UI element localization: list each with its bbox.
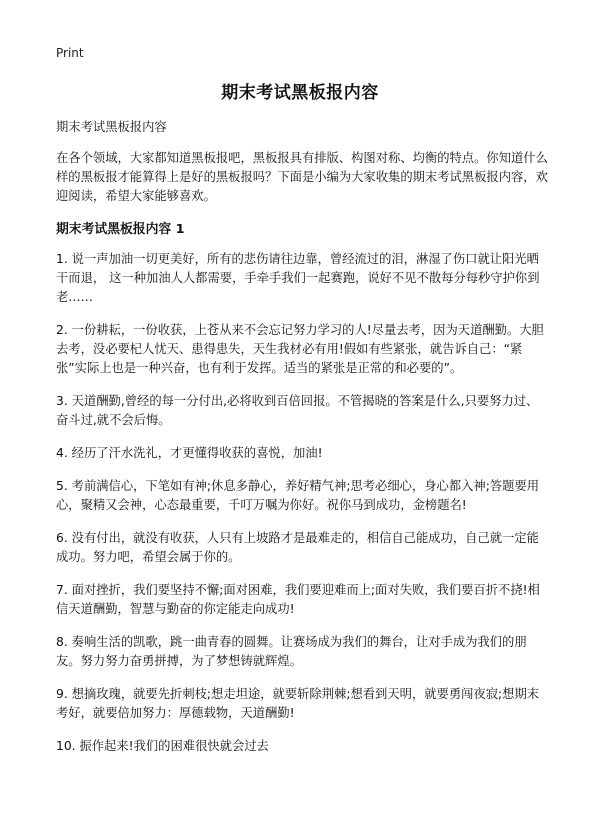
document-subtitle: 期末考试黑板报内容 [56, 120, 167, 134]
intro-paragraph: 在各个领域，大家都知道黑板报吧，黑板报具有排版、构图对称、均衡的特点。你知道什么样的黑板报才能算得上是好的黑板报吗？下面是小编为大家收集的期末考试黑板报内容，欢迎阅读，希望大家能够喜欢。 [56, 151, 548, 203]
list-item: 6. 没有付出，就没有收获，人只有上坡路才是最难走的，相信自己能成功，自己就一定能成功。努力吧，希望会属于你的。 [56, 531, 539, 564]
list-item: 3. 天道酬勤,曾经的每一分付出,必将收到百倍回报。不管揭晓的答案是什么,只要努力过、奋斗过,就不会后悔。 [56, 394, 539, 427]
list-item: 9. 想摘玫瑰，就要先折刺枝;想走坦途，就要斩除荆棘;想看到天明，就要勇闯夜寂;想期末考好，就要倍加努力：厚德载物，天道酬勤! [56, 687, 540, 720]
document-body [56, 118, 550, 770]
list-item: 7. 面对挫折，我们要坚持不懈;面对困难，我们要迎难而上;面对失败，我们要百折不挠!相信天道酬勤，智慧与勤奋的你定能走向成功! [56, 583, 540, 616]
list-item: 4. 经历了汗水洗礼，才更懂得收获的喜悦，加油! [56, 446, 323, 460]
list-item: 2. 一份耕耘，一份收获，上苍从来不会忘记努力学习的人!尽量去考，因为天道酬勤。大胆去考，没必要杞人忧天、患得患失，天生我材必有用!假如有些紧张，就告诉自己：“紧张”实际上也是一种兴奋，也有利于发挥。适当的紧张是正常的和必要的”。 [56, 323, 544, 375]
page-title: 期末考试黑板报内容 [221, 83, 379, 103]
list-item: 5. 考前满信心，下笔如有神;休息多静心，养好精气神;思考必细心，身心都入神;答题要用心，聚精又会神，心态最重要，千叮万嘱为你好。祝你马到成功，金榜题名! [56, 479, 540, 512]
list-item: 8. 奏响生活的凯歌，跳一曲青春的圆舞。让赛场成为我们的舞台，让对手成为我们的朋友。努力努力奋勇拼搏，为了梦想铸就辉煌。 [56, 635, 527, 668]
list-item: 10. 振作起来!我们的困难很快就会过去 [56, 739, 269, 753]
section-heading: 期末考试黑板报内容 1 [56, 222, 185, 237]
print-link[interactable]: Print [56, 46, 84, 60]
list-item: 1. 说一声加油一切更美好，所有的悲伤请往边靠，曾经流过的泪，淋湿了伤口就让阳光晒干而退， 这一种加油人人都需要，手牵手我们一起赛跑，说好不见不散每分每秒守护你到老…… [56, 252, 540, 304]
